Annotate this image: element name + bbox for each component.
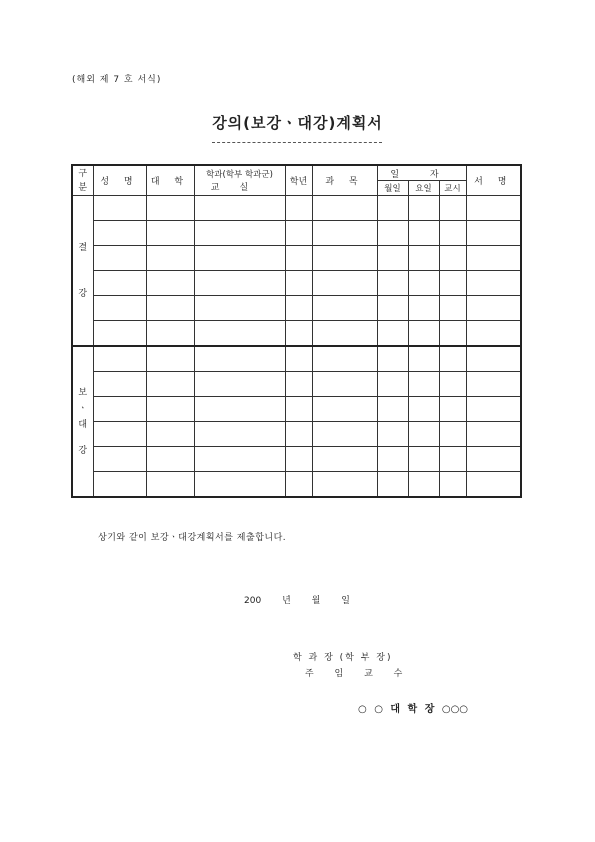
cell-grade[interactable] <box>285 271 312 296</box>
cell-name[interactable] <box>93 346 146 372</box>
cell-period[interactable] <box>439 321 466 347</box>
cell-weekday[interactable] <box>408 246 439 271</box>
section-char: 강 <box>78 445 88 456</box>
title-wrap <box>0 112 595 133</box>
cell-weekday[interactable] <box>408 321 439 347</box>
table-row <box>72 372 521 397</box>
table-row <box>72 422 521 447</box>
table-row <box>72 296 521 321</box>
cell-signature[interactable] <box>466 447 521 472</box>
cell-dept[interactable] <box>194 346 285 372</box>
cell-signature[interactable] <box>466 221 521 246</box>
cell-signature[interactable] <box>466 397 521 422</box>
section-char: 대 <box>78 419 88 430</box>
cell-period[interactable] <box>439 346 466 372</box>
header-name: 성 명 <box>93 165 146 196</box>
cell-dept[interactable] <box>194 372 285 397</box>
title-underline <box>212 142 382 143</box>
cell-signature[interactable] <box>466 321 521 347</box>
cell-grade[interactable] <box>285 221 312 246</box>
cell-name[interactable] <box>93 447 146 472</box>
cell-period[interactable] <box>439 397 466 422</box>
cell-date[interactable] <box>377 321 408 347</box>
plan-table <box>71 164 522 498</box>
cell-name[interactable] <box>93 246 146 271</box>
cell-grade[interactable] <box>285 196 312 221</box>
cell-period[interactable] <box>439 372 466 397</box>
cell-college[interactable] <box>146 372 194 397</box>
cell-subject[interactable] <box>312 422 377 447</box>
statement-text: 상기와 같이 보강ㆍ대강계획서를 제출합니다. <box>98 533 287 543</box>
cell-grade[interactable] <box>285 447 312 472</box>
table-row <box>72 397 521 422</box>
header-subject: 과 목 <box>312 165 377 196</box>
header-dept-top: 학과(학부 학과군) <box>206 170 273 180</box>
cell-period[interactable] <box>439 472 466 498</box>
cell-weekday[interactable] <box>408 221 439 246</box>
header-category-label: 구분 <box>78 168 88 193</box>
table-row <box>72 321 521 347</box>
header-dept <box>194 165 285 196</box>
cell-dept[interactable] <box>194 221 285 246</box>
table-row <box>72 447 521 472</box>
cell-subject[interactable] <box>312 321 377 347</box>
cell-college[interactable] <box>146 221 194 246</box>
section-char: ㆍ <box>78 403 88 414</box>
cell-college[interactable] <box>146 296 194 321</box>
cell-weekday[interactable] <box>408 372 439 397</box>
cell-grade[interactable] <box>285 296 312 321</box>
cell-date[interactable] <box>377 246 408 271</box>
cell-signature[interactable] <box>466 422 521 447</box>
header-college: 대 학 <box>146 165 194 196</box>
cell-weekday[interactable] <box>408 472 439 498</box>
section-char: 결 <box>78 242 88 253</box>
cell-grade[interactable] <box>285 422 312 447</box>
cell-weekday[interactable] <box>408 271 439 296</box>
table-row <box>72 271 521 296</box>
cell-name[interactable] <box>93 397 146 422</box>
date-line <box>244 593 366 606</box>
cell-signature[interactable] <box>466 472 521 498</box>
date-year: 200 <box>244 596 262 606</box>
header-signature: 서 명 <box>466 165 521 196</box>
cell-college[interactable] <box>146 246 194 271</box>
cell-signature[interactable] <box>466 246 521 271</box>
section-char: 강 <box>78 288 88 299</box>
cell-dept[interactable] <box>194 472 285 498</box>
cell-period[interactable] <box>439 447 466 472</box>
cell-dept[interactable] <box>194 321 285 347</box>
cell-grade[interactable] <box>285 372 312 397</box>
cell-date[interactable] <box>377 472 408 498</box>
cell-weekday[interactable] <box>408 397 439 422</box>
cell-subject[interactable] <box>312 472 377 498</box>
section-char: 보 <box>78 387 88 398</box>
cell-date[interactable] <box>377 422 408 447</box>
cell-subject[interactable] <box>312 221 377 246</box>
cell-period[interactable] <box>439 221 466 246</box>
header-category <box>72 165 93 196</box>
cell-name[interactable] <box>93 422 146 447</box>
date-year-unit: 년 <box>282 596 291 606</box>
cell-name[interactable] <box>93 372 146 397</box>
table-row <box>72 346 521 372</box>
signatory-professor: 주 임 교 수 <box>305 669 403 679</box>
cell-college[interactable] <box>146 196 194 221</box>
table-row <box>72 472 521 498</box>
cell-period[interactable] <box>439 196 466 221</box>
cell-signature[interactable] <box>466 372 521 397</box>
cell-dept[interactable] <box>194 296 285 321</box>
cell-college[interactable] <box>146 472 194 498</box>
cell-grade[interactable] <box>285 397 312 422</box>
cell-subject[interactable] <box>312 296 377 321</box>
header-datetime: 일 자 <box>377 165 466 181</box>
cell-dept[interactable] <box>194 196 285 221</box>
section-label-absence <box>72 196 93 347</box>
cell-dept[interactable] <box>194 246 285 271</box>
table-row <box>72 196 521 221</box>
cell-dept[interactable] <box>194 422 285 447</box>
cell-college[interactable] <box>146 346 194 372</box>
table-row <box>72 221 521 246</box>
cell-name[interactable] <box>93 321 146 347</box>
cell-college[interactable] <box>146 321 194 347</box>
cell-subject[interactable] <box>312 372 377 397</box>
signatory-dean: ○ ○ 대 학 장 ○○○ <box>358 704 469 715</box>
table-row <box>72 246 521 271</box>
cell-name[interactable] <box>93 221 146 246</box>
cell-date[interactable] <box>377 447 408 472</box>
cell-signature[interactable] <box>466 346 521 372</box>
header-grade: 학년 <box>285 165 312 196</box>
header-date: 월일 <box>377 181 408 196</box>
cell-date[interactable] <box>377 271 408 296</box>
cell-weekday[interactable] <box>408 346 439 372</box>
cell-period[interactable] <box>439 422 466 447</box>
cell-weekday[interactable] <box>408 296 439 321</box>
header-period: 교시 <box>439 181 466 196</box>
cell-date[interactable] <box>377 296 408 321</box>
cell-signature[interactable] <box>466 196 521 221</box>
cell-period[interactable] <box>439 296 466 321</box>
cell-subject[interactable] <box>312 346 377 372</box>
cell-grade[interactable] <box>285 346 312 372</box>
cell-signature[interactable] <box>466 271 521 296</box>
cell-grade[interactable] <box>285 472 312 498</box>
cell-subject[interactable] <box>312 397 377 422</box>
cell-date[interactable] <box>377 221 408 246</box>
date-day-unit: 일 <box>341 596 350 606</box>
cell-college[interactable] <box>146 422 194 447</box>
cell-period[interactable] <box>439 271 466 296</box>
form-number: (해외 제 7 호 서식) <box>72 75 162 85</box>
date-month-unit: 월 <box>311 596 321 606</box>
cell-period[interactable] <box>439 246 466 271</box>
cell-date[interactable] <box>377 372 408 397</box>
header-weekday: 요일 <box>408 181 439 196</box>
cell-date[interactable] <box>377 346 408 372</box>
cell-dept[interactable] <box>194 447 285 472</box>
header-dept-bottom: 교실 <box>210 183 269 193</box>
cell-date[interactable] <box>377 397 408 422</box>
cell-date[interactable] <box>377 196 408 221</box>
section-label-makeup <box>72 346 93 497</box>
cell-college[interactable] <box>146 271 194 296</box>
cell-name[interactable] <box>93 271 146 296</box>
cell-weekday[interactable] <box>408 196 439 221</box>
cell-college[interactable] <box>146 447 194 472</box>
page-title: 강의(보강ㆍ대강)계획서 <box>212 114 383 132</box>
cell-signature[interactable] <box>466 296 521 321</box>
cell-grade[interactable] <box>285 321 312 347</box>
cell-weekday[interactable] <box>408 422 439 447</box>
cell-college[interactable] <box>146 397 194 422</box>
cell-dept[interactable] <box>194 397 285 422</box>
signatory-dept-head: 학 과 장 (학 부 장) <box>293 653 393 663</box>
cell-weekday[interactable] <box>408 447 439 472</box>
cell-name[interactable] <box>93 196 146 221</box>
cell-name[interactable] <box>93 472 146 498</box>
cell-dept[interactable] <box>194 271 285 296</box>
cell-subject[interactable] <box>312 246 377 271</box>
cell-grade[interactable] <box>285 246 312 271</box>
cell-subject[interactable] <box>312 447 377 472</box>
cell-name[interactable] <box>93 296 146 321</box>
cell-subject[interactable] <box>312 196 377 221</box>
cell-subject[interactable] <box>312 271 377 296</box>
